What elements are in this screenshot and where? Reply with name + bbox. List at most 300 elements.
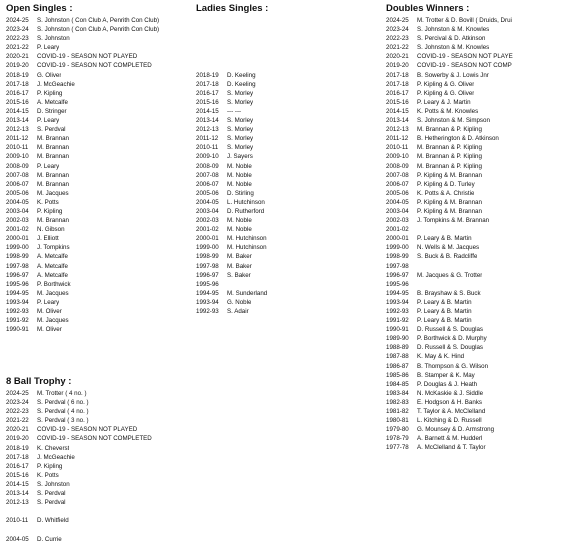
list-item (196, 280, 376, 289)
winner-name: S. Morley (227, 135, 254, 143)
winner-name: M. Brannan (37, 144, 69, 152)
season-label: 1984-85 (386, 380, 409, 388)
season-label: 1993-94 (386, 298, 409, 306)
winner-name: P. Leary (37, 298, 60, 306)
winner-name: P. Leary (37, 162, 60, 170)
season-label: 2016-17 (196, 89, 219, 97)
season-label: 1996-97 (386, 271, 409, 279)
list-item (6, 535, 192, 544)
winner-name: D. Currie (37, 535, 62, 543)
list-item (6, 307, 192, 316)
winner-name: D. Keeling (227, 71, 256, 79)
list-item (196, 243, 376, 252)
season-label: 2003-04 (196, 207, 219, 215)
list-item (386, 398, 584, 407)
winner-name: J. Sayers (227, 153, 253, 161)
list-item (6, 425, 192, 434)
list-item (386, 225, 584, 234)
open-singles-section (6, 3, 192, 334)
season-label: 2006-07 (6, 180, 29, 188)
list-item (196, 207, 376, 216)
season-label: 2004-05 (386, 198, 409, 206)
winner-name: B. Stamper & K. May (417, 371, 475, 379)
season-label: 1991-92 (386, 317, 409, 325)
season-label: 1999-00 (196, 244, 219, 252)
winner-name: P. Borthwick (37, 280, 71, 288)
winner-name: S. Baker (227, 271, 251, 279)
season-label: 2024-25 (6, 390, 29, 397)
winner-name: P. Kipling (37, 89, 63, 97)
list-item (6, 507, 192, 516)
winner-name: M. Noble (227, 162, 252, 170)
winner-name: N. Wells & M. Jacques (417, 244, 480, 252)
season-label: 2014-15 (6, 107, 29, 115)
list-item (6, 162, 192, 171)
season-label: 1990-91 (6, 326, 29, 334)
season-label: 1990-91 (386, 326, 409, 334)
list-item (386, 325, 584, 334)
season-label: 1992-93 (386, 308, 409, 315)
list-item (386, 389, 584, 398)
list-item (6, 198, 192, 207)
season-label: 1989-90 (386, 335, 409, 343)
list-item (196, 134, 376, 143)
winner-name: A. Metcalfe (37, 271, 68, 279)
winner-name: P. Kipling & M. Brannan (417, 207, 482, 215)
list-item (6, 80, 192, 89)
list-item (386, 434, 584, 443)
list-item (6, 234, 192, 243)
season-label: 2017-18 (386, 71, 409, 79)
list-item (386, 234, 584, 243)
eight-ball-trophy-heading: 8 Ball Trophy : (6, 376, 72, 387)
winner-name: S. Johnston ( Con Club A, Penrith Con Club) (37, 17, 160, 24)
season-label: 2007-08 (196, 171, 219, 179)
list-item (6, 171, 192, 180)
season-label: 1997-98 (196, 262, 219, 270)
season-label: 2010-11 (196, 144, 219, 152)
season-label: 2020-21 (6, 426, 29, 434)
list-item (6, 189, 192, 198)
season-label: 2010-11 (386, 144, 409, 152)
season-label: 2013-14 (196, 117, 219, 125)
winner-name: G. Mounsey & D. Armstrong (417, 426, 495, 434)
winner-name: K. Potts & A. Christie (417, 189, 475, 197)
winner-name: P. Kipling & D. Turley (417, 180, 475, 188)
winner-name: M. Jacques & G. Trotter (417, 271, 483, 279)
winner-name: P. Leary (37, 117, 60, 125)
list-item (386, 352, 584, 361)
list-item (386, 198, 584, 207)
winner-name: K. May & K. Hind (417, 353, 465, 361)
season-label: 2014-15 (6, 480, 29, 488)
list-item (6, 243, 192, 252)
list-item (6, 16, 192, 25)
season-label: 2014-15 (386, 107, 409, 115)
season-label: 2012-13 (386, 126, 409, 134)
winner-name: S. Perdval ( 4 no. ) (37, 408, 89, 416)
list-item (6, 252, 192, 261)
list-item (386, 252, 584, 261)
season-label: 2016-17 (6, 462, 29, 470)
list-item (6, 489, 192, 498)
list-item (386, 216, 584, 225)
season-label: 2020-21 (6, 53, 29, 61)
list-item (386, 362, 584, 371)
season-label: 2023-24 (6, 399, 29, 407)
season-label: 2002-03 (196, 217, 219, 225)
winner-name: A. Barnett & M. Hudderl (417, 435, 483, 443)
list-item (6, 25, 192, 34)
list-item (196, 143, 376, 152)
winner-name: S. Buck & B. Radcliffe (417, 253, 478, 261)
season-label: 2019-20 (386, 62, 409, 70)
season-label: 1994-95 (386, 289, 409, 297)
winner-name: COVID-19 - SEASON NOT PLAYED (37, 426, 138, 434)
season-label: 2024-25 (386, 17, 409, 24)
list-item (196, 262, 376, 271)
winner-name: S. Morley (227, 126, 254, 134)
season-label: 2022-23 (6, 35, 29, 43)
doubles-winners-list (386, 16, 584, 453)
season-label: 2006-07 (386, 180, 409, 188)
winner-name: S. Perdval (37, 490, 66, 498)
winner-name: S. Johnston (37, 35, 70, 43)
winner-name: S. Johnston & M. Simpson (417, 117, 490, 125)
list-item (6, 289, 192, 298)
winner-name: T. Taylor & A. McClelland (417, 408, 486, 416)
list-item (196, 80, 376, 89)
list-item (6, 280, 192, 289)
season-label: 2022-23 (386, 35, 409, 43)
winner-name: J. Tompkins (37, 244, 70, 252)
winner-name: S. Morley (227, 98, 254, 106)
winner-name: A. McClelland & T. Taylor (417, 444, 486, 452)
winner-name: D. Whitfield (37, 517, 69, 525)
season-label: 2015-16 (386, 98, 409, 106)
winner-name: S. Johnston & M. Knowles (417, 44, 490, 52)
list-item (6, 180, 192, 189)
winner-name: M. Brannan (37, 153, 69, 161)
season-label: 2007-08 (6, 171, 29, 179)
season-label: 1988-89 (386, 344, 409, 352)
season-label: 2015-16 (196, 98, 219, 106)
list-item (196, 180, 376, 189)
list-item (386, 16, 584, 25)
season-label: 1992-93 (196, 308, 219, 315)
season-label: 2001-02 (196, 226, 219, 234)
winner-name: D. Keeling (227, 80, 256, 88)
season-label: 2018-19 (6, 444, 29, 452)
winner-name: J. Elliott (37, 235, 59, 243)
list-item (6, 516, 192, 525)
winner-name: COVID-19 - SEASON NOT PLAYED (37, 53, 138, 61)
season-label: 2015-16 (6, 471, 29, 479)
season-label: 2021-22 (6, 44, 29, 52)
list-item (196, 171, 376, 180)
eight-ball-trophy-list (6, 389, 192, 544)
list-item (386, 171, 584, 180)
season-label: 1993-94 (6, 298, 29, 306)
winner-name: M. Noble (227, 226, 252, 234)
winner-name: P. Kipling & G. Oliver (417, 89, 475, 97)
season-label: 2005-06 (196, 189, 219, 197)
list-item (6, 71, 192, 80)
list-item (6, 134, 192, 143)
winner-name: A. Metcalfe (37, 98, 68, 106)
season-label: 1999-00 (386, 244, 409, 252)
list-item (196, 162, 376, 171)
season-label: 1983-84 (386, 389, 409, 397)
season-label: 2009-10 (386, 153, 409, 161)
season-label: 2019-20 (6, 435, 29, 443)
winner-name: N. Gibson (37, 226, 65, 234)
list-item (6, 143, 192, 152)
list-item (386, 180, 584, 189)
list-item (386, 162, 584, 171)
season-label: 2009-10 (6, 153, 29, 161)
winner-name: B. Hetherington & D. Atkinson (417, 135, 499, 143)
winner-name: K. Cheverst (37, 444, 70, 452)
winner-name: P. Kipling & G. Oliver (417, 80, 475, 88)
winner-name: S. Morley (227, 89, 254, 97)
list-item (386, 443, 584, 452)
list-item (386, 271, 584, 280)
winner-name: P. Kipling & M. Brannan (417, 171, 482, 179)
winner-name: P. Leary & B. Martin (417, 317, 472, 325)
winner-name: S. Adair (227, 308, 249, 315)
list-item (386, 425, 584, 434)
winner-name: D. Stringer (37, 107, 67, 115)
list-item (386, 89, 584, 98)
winner-name: S. Perdval (37, 499, 66, 507)
list-item (386, 143, 584, 152)
winner-name: COVID-19 - SEASON NOT COMP (417, 62, 512, 70)
season-label: 2009-10 (196, 153, 219, 161)
winner-name: G. Oliver (37, 71, 62, 79)
season-label: 2017-18 (6, 80, 29, 88)
season-label: 1995-96 (6, 280, 29, 288)
list-item (6, 480, 192, 489)
list-item (386, 280, 584, 289)
list-item (196, 234, 376, 243)
winner-name: K. Potts (37, 198, 59, 206)
season-label: 2011-12 (196, 135, 219, 143)
winner-name: K. Potts (37, 471, 59, 479)
list-item (386, 289, 584, 298)
season-label: 2001-02 (386, 226, 409, 234)
list-item (386, 189, 584, 198)
winner-name: COVID-19 - SEASON NOT PLAYE (417, 53, 513, 61)
list-item (6, 116, 192, 125)
season-label: 2017-18 (386, 80, 409, 88)
winner-name: M. Brannan & P. Kipling (417, 153, 482, 161)
season-label: 1977-78 (386, 444, 409, 452)
list-item (196, 189, 376, 198)
season-label: 2008-09 (6, 162, 29, 170)
list-item (6, 262, 192, 271)
list-item (6, 271, 192, 280)
season-label: 2015-16 (6, 98, 29, 106)
list-item (6, 525, 192, 534)
winner-name: M. Brannan & P. Kipling (417, 126, 482, 134)
season-label: 2003-04 (386, 207, 409, 215)
season-label: 2024-25 (6, 17, 29, 24)
list-item (6, 389, 192, 398)
winner-name: L. Kitching & D. Russell (417, 417, 482, 425)
season-label: 2018-19 (196, 71, 219, 79)
winner-name: S. Perdval ( 3 no. ) (37, 417, 89, 425)
winner-name: B. Brayshaw & S. Buck (417, 289, 481, 297)
season-label: 1991-92 (6, 317, 29, 325)
season-label: 1999-00 (6, 244, 29, 252)
list-item (6, 416, 192, 425)
season-label: 2000-01 (6, 235, 29, 243)
winner-name: P. Leary & B. Martin (417, 308, 472, 315)
list-item (386, 207, 584, 216)
list-item (386, 152, 584, 161)
season-label: 2016-17 (386, 89, 409, 97)
list-item (196, 125, 376, 134)
winner-name: P. Leary (37, 44, 60, 52)
list-item (6, 398, 192, 407)
list-item (196, 71, 376, 80)
winner-name: M. Brannan (37, 217, 69, 225)
list-item (386, 125, 584, 134)
season-label: 2013-14 (6, 117, 29, 125)
season-label: 2004-05 (6, 198, 29, 206)
list-item (196, 225, 376, 234)
winner-name: M. Jacques (37, 317, 69, 325)
season-label (6, 525, 37, 534)
season-label: 2018-19 (6, 71, 29, 79)
season-label: 1998-99 (386, 253, 409, 261)
season-label: 1987-88 (386, 353, 409, 361)
doubles-winners-section (386, 3, 584, 453)
list-item (386, 116, 584, 125)
season-label: 1995-96 (196, 280, 219, 288)
season-label: 2013-14 (386, 117, 409, 125)
winner-name: J. McGeachie (37, 453, 75, 461)
list-item (6, 316, 192, 325)
list-item (6, 107, 192, 116)
season-label: 2023-24 (386, 26, 409, 34)
winner-name: E. Hodgson & H. Banks (417, 398, 483, 406)
winner-name: M. Brannan & P. Kipling (417, 162, 482, 170)
ladies-singles-heading: Ladies Singles : (196, 3, 269, 14)
winner-name: M. Hutchinson (227, 235, 267, 243)
list-item (386, 307, 584, 316)
winner-name: M. Jacques (37, 289, 69, 297)
season-label: 1985-86 (386, 371, 409, 379)
winner-name: P. Kipling (37, 462, 63, 470)
winner-name: B. Thompson & G. Wilson (417, 362, 489, 370)
list-item (386, 262, 584, 271)
list-item (386, 416, 584, 425)
list-item (6, 407, 192, 416)
season-label: 1997-98 (6, 262, 29, 270)
season-label: 2005-06 (6, 189, 29, 197)
list-item (196, 307, 376, 316)
winner-name: J. McGeachie (37, 80, 75, 88)
season-label: 1994-95 (6, 289, 29, 297)
list-item (6, 225, 192, 234)
winner-name: M. Oliver (37, 326, 62, 334)
winner-name: COVID-19 - SEASON NOT COMPLETED (37, 435, 152, 443)
list-item (6, 89, 192, 98)
list-item (196, 89, 376, 98)
ladies-singles-section (196, 3, 376, 316)
winner-name: M. Trotter ( 4 no. ) (37, 390, 87, 397)
season-label: 2016-17 (6, 89, 29, 97)
season-label: 2004-05 (6, 535, 29, 543)
list-item (6, 52, 192, 61)
list-item (196, 107, 376, 116)
season-label: 1996-97 (6, 271, 29, 279)
winner-name: S. Morley (227, 117, 254, 125)
winner-name: M. Brannan (37, 135, 69, 143)
winner-name: S. Johnston (37, 480, 70, 488)
season-label: 2004-05 (196, 198, 219, 206)
winner-name: M. Trotter & D. Bovill ( Druids, Drui (417, 17, 512, 24)
season-label: 1994-95 (196, 289, 219, 297)
winner-name: P. Borthwick & D. Murphy (417, 335, 487, 343)
winner-name: P. Kipling & M. Brannan (417, 198, 482, 206)
winner-name: --- --- (227, 107, 242, 115)
list-item (386, 52, 584, 61)
season-label: 1980-81 (386, 417, 409, 425)
list-item (6, 125, 192, 134)
season-label: 1992-93 (6, 308, 29, 315)
season-label: 2001-02 (6, 226, 29, 234)
season-label: 2010-11 (6, 517, 29, 525)
season-label: 2020-21 (386, 53, 409, 61)
winner-name: M. Noble (227, 217, 252, 225)
list-item (196, 152, 376, 161)
winner-name: P. Leary & B. Martin (417, 298, 472, 306)
winner-name: A. Metcalfe (37, 253, 68, 261)
season-label: 2011-12 (6, 135, 29, 143)
list-item (196, 252, 376, 261)
winner-name: D. Stirling (227, 189, 254, 197)
winner-name: COVID-19 - SEASON NOT COMPLETED (37, 62, 152, 70)
list-item (386, 316, 584, 325)
winner-name: S. Johnston & M. Knowles (417, 26, 490, 34)
list-item (6, 498, 192, 507)
list-item (6, 61, 192, 70)
winner-name: S. Johnston ( Con Club A, Penrith Con Club) (37, 26, 160, 34)
winner-name: G. Noble (227, 298, 252, 306)
list-item (386, 61, 584, 70)
list-item (6, 453, 192, 462)
ladies-singles-list (196, 71, 376, 317)
season-label: 1993-94 (196, 298, 219, 306)
season-label: 1986-87 (386, 362, 409, 370)
season-label: 2002-03 (386, 217, 409, 225)
season-label: 2021-22 (386, 44, 409, 52)
winner-name: N. McKaskie & J. Siddle (417, 389, 484, 397)
eight-ball-trophy-section (6, 376, 192, 544)
season-label: 2012-13 (6, 126, 29, 134)
winner-name: M. Brannan (37, 171, 69, 179)
winner-name: M. Noble (227, 171, 252, 179)
list-item (6, 216, 192, 225)
winner-name: P. Leary & B. Martin (417, 235, 472, 243)
season-label: 2022-23 (6, 408, 29, 416)
season-label: 2014-15 (196, 107, 219, 115)
list-item (6, 434, 192, 443)
season-label: 1995-96 (386, 280, 409, 288)
